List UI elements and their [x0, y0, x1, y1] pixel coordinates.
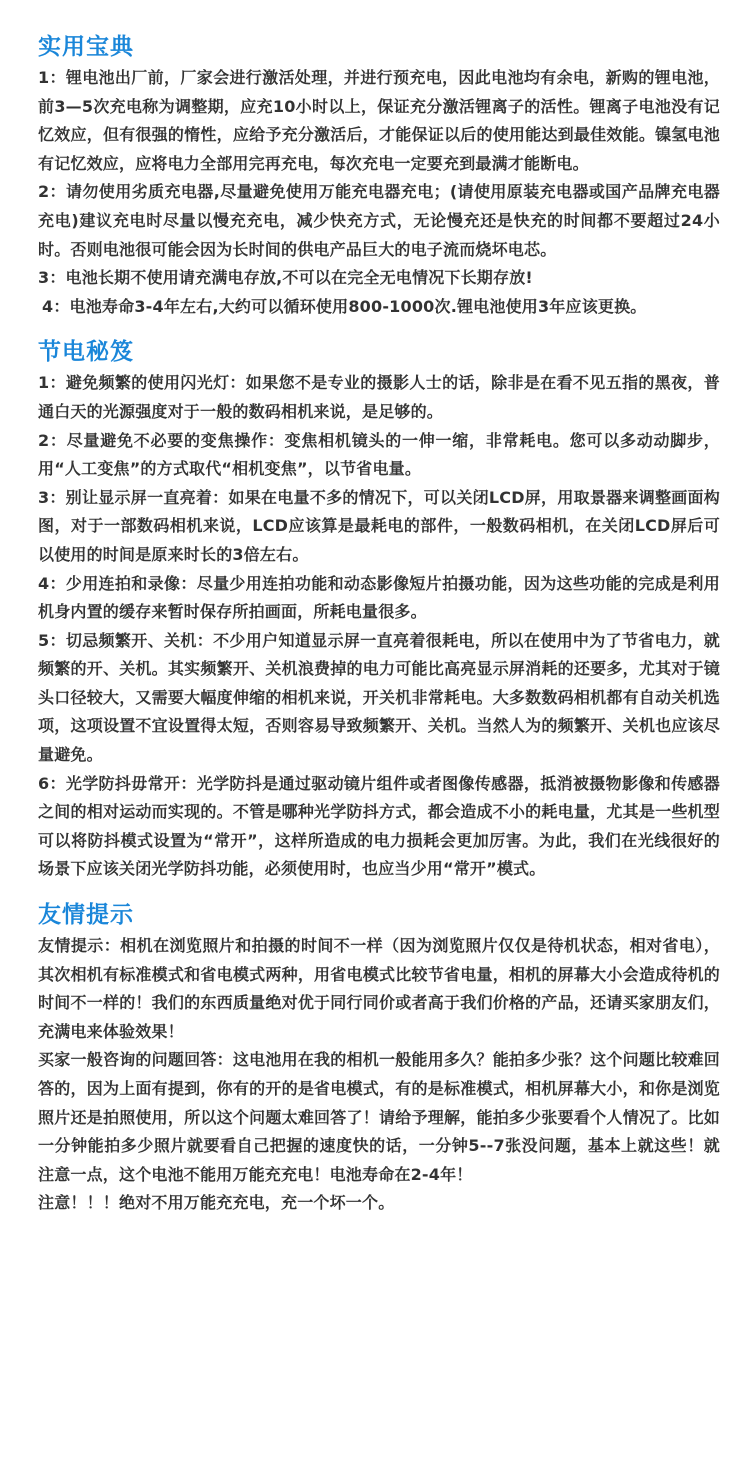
section-title: 节电秘笈 [38, 339, 134, 366]
paragraph: 4：电池寿命3-4年左右,大约可以循环使用800-1000次.锂电池使用3年应该更换。 [42, 296, 647, 316]
paragraph: 1：锂电池出厂前，厂家会进行激活处理，并进行预充电，因此电池均有余电，新购的锂电池，前3—5次充电称为调整期，应充10小时以上，保证充分激活锂离子的活性。锂离子电池没有记忆效应，但有很强的惰性，应给予充分激活后，才能保证以后的使用能达到最佳效能。镍氢电池有记忆效应，应将电力全部用完再充电，每次充电一定要充到最满才能断电。 [38, 68, 720, 173]
paragraph: 2：尽量避免不必要的变焦操作：变焦相机镜头的一伸一缩，非常耗电。您可以多动动脚步，用“人工变焦”的方式取代“相机变焦”，以节省电量。 [38, 430, 720, 479]
paragraph: 1：避免频繁的使用闪光灯：如果您不是专业的摄影人士的话，除非是在看不见五指的黑夜，普通白天的光源强度对于一般的数码相机来说，是足够的。 [38, 373, 720, 421]
section-friendly-reminder [38, 900, 720, 1218]
paragraph: 2：请勿使用劣质充电器,尽量避免使用万能充电器充电；(请使用原装充电器或国产品牌充电器充电)建议充电时尽量以慢充充电，减少快充方式，无论慢充还是快充的时间都不要超过24小时。否则电池很可能会因为长时间的供电产品巨大的电子流而烧坏电芯。 [38, 182, 720, 259]
paragraph: 4：少用连拍和录像：尽量少用连拍功能和动态影像短片拍摄功能，因为这些功能的完成是利用机身内置的缓存来暂时保存所拍画面，所耗电量很多。 [38, 573, 720, 622]
section-title: 友情提示 [38, 902, 134, 929]
paragraph: 友情提示：相机在浏览照片和拍摄的时间不一样（因为浏览照片仅仅是待机状态，相对省电），其次相机有标准模式和省电模式两种，用省电模式比较节省电量，相机的屏幕大小会造成待机的时间不一样的！我们的东西质量绝对优于同行同价或者高于我们价格的产品，还请买家朋友们，充满电来体验效果！ [38, 936, 720, 1041]
paragraph: 6：光学防抖毋常开：光学防抖是通过驱动镜片组件或者图像传感器，抵消被摄物影像和传感器之间的相对运动而实现的。不管是哪种光学防抖方式，都会造成不小的耗电量，尤其是一些机型可以将防抖模式设置为“常开”，这样所造成的电力损耗会更加厉害。为此，我们在光线很好的场景下应该关闭光学防抖功能，必须使用时，也应当少用“常开”模式。 [38, 773, 720, 879]
paragraph: 3：别让显示屏一直亮着：如果在电量不多的情况下，可以关闭LCD屏，用取景器来调整画面构图，对于一部数码相机来说，LCD应该算是最耗电的部件，一般数码相机，在关闭LCD屏后可以使用的时间是原来时长的3倍左右。 [38, 487, 720, 564]
section-title: 实用宝典 [38, 34, 134, 60]
section-power-saving-tips [38, 337, 720, 884]
section-practical-guide [38, 32, 720, 321]
paragraph: 买家一般咨询的问题回答：这电池用在我的相机一般能用多久？能拍多少张？这个问题比较难回答的，因为上面有提到，你有的开的是省电模式，有的是标准模式，相机屏幕大小，和你是浏览照片还是拍照使用，所以这个问题太难回答了！请给予理解，能拍多少张要看个人情况了。比如一分钟能拍多少照片就要看自己把握的速度快的话，一分钟5--7张没问题，基本上就这些！就注意一点，这个电池不能用万能充充电！电池寿命在2-4年！ [38, 1050, 720, 1184]
paragraph: 注意！！！绝对不用万能充充电，充一个坏一个。 [38, 1193, 395, 1213]
paragraph: 5：切忌频繁开、关机：不少用户知道显示屏一直亮着很耗电，所以在使用中为了节省电力，就频繁的开、关机。其实频繁开、关机浪费掉的电力可能比高亮显示屏消耗的还要多，尤其对于镜头口径较大，又需要大幅度伸缩的相机来说，开关机非常耗电。大多数数码相机都有自动关机选项，这项设置不宜设置得太短，否则容易导致频繁开、关机。当然人为的频繁开、关机也应该尽量避免。 [38, 630, 720, 765]
paragraph: 3：电池长期不使用请充满电存放,不可以在完全无电情况下长期存放! [38, 268, 533, 288]
